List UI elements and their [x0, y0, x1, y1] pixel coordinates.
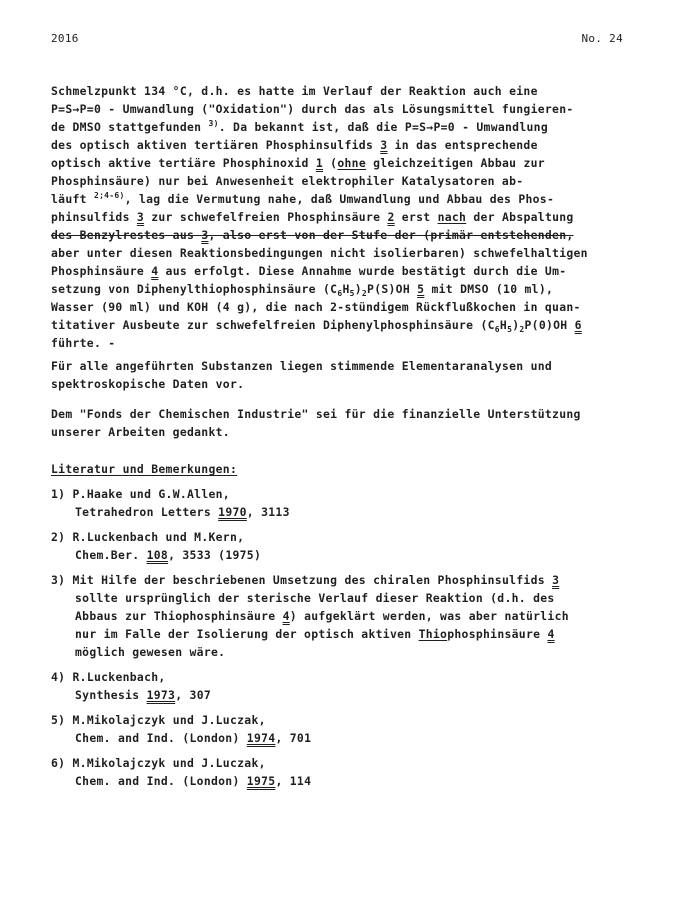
body-line: Schmelzpunkt 134 °C, d.h. es hatte im Verlauf der Reaktion auch eine	[51, 84, 538, 98]
year: 1975	[246, 774, 276, 788]
body-line: de DMSO stattgefunden $^{3)}$. Da bekannt ist, daß die P=S→P=0 - Umwandlung	[51, 119, 548, 134]
reference-item: möglich gewesen wäre.	[75, 645, 226, 659]
reference-item: 6) M.Mikolajczyk und J.Luczak,	[51, 756, 266, 770]
year: 1970	[218, 505, 247, 519]
body-line-struck: des Benzylrestes aus 3, also erst von der Stufe der (primär entstehenden,	[51, 228, 574, 242]
compound-number: 2	[387, 210, 395, 224]
body-line: des optisch aktiven tertiären Phosphinsulfids 3 in das entsprechende	[51, 138, 538, 152]
reference-marker: 2;4-6)	[93, 191, 125, 200]
body-line: phinsulfids 3 zur schwefelfreien Phosphinsäure 2 erst nach der Abspaltung	[51, 210, 574, 224]
reference-item: Abbaus zur Thiophosphinsäure 4) aufgeklärt werden, was aber natürlich	[75, 609, 569, 623]
body-line: aber unter diesen Reaktionsbedingungen nicht isolierbaren) schwefelhaltigen	[51, 246, 588, 260]
reference-item: 5) M.Mikolajczyk und J.Luczak,	[51, 713, 266, 727]
reference-item: sollte ursprünglich der sterische Verlauf dieser Reaktion (d.h. des	[75, 591, 555, 605]
reference-item: 1) P.Haake und G.W.Allen,	[51, 487, 230, 501]
emphasis: ohne	[337, 156, 366, 170]
year: 1973	[146, 688, 176, 702]
reference-item: Chem. and Ind. (London) 1975, 114	[75, 774, 312, 788]
body-line: setzung von Diphenylthiophosphinsäure $(C_6H_5)_2P(S)OH$ 5 mit DMSO (10 ml),	[51, 282, 554, 298]
body-line: P=S→P=0 - Umwandlung ("Oxidation") durch das als Lösungsmittel fungieren-	[51, 102, 574, 116]
body-line: spektroskopische Daten vor.	[51, 377, 245, 391]
body-line: führte. -	[51, 336, 116, 350]
journal-number: No. 24	[581, 32, 623, 45]
reference-item: Synthesis 1973, 307	[75, 688, 212, 702]
reference-item: 3) Mit Hilfe der beschriebenen Umsetzung des chiralen Phosphinsulfids 3	[51, 573, 560, 587]
compound-number: 1	[315, 156, 324, 170]
acknowledgement-line: unserer Arbeiten gedankt.	[51, 425, 230, 439]
references-heading: Literatur und Bemerkungen:	[51, 462, 238, 476]
compound-number: 4	[151, 264, 159, 278]
body-line: Phosphinsäure) nur bei Anwesenheit elektrophiler Katalysatoren ab-	[51, 174, 524, 188]
body-line: Wasser (90 ml) und KOH (4 g), die nach 2-stündigem Rückflußkochen in quan-	[51, 300, 581, 314]
body-line: optisch aktive tertiäre Phosphinoxid 1 (ohne gleichzeitigen Abbau zur	[51, 156, 545, 170]
compound-number: 3	[380, 138, 388, 152]
reference-item: 2) R.Luckenbach und M.Kern,	[51, 530, 245, 544]
compound-number: 3	[552, 573, 560, 587]
compound-number: 5	[417, 282, 425, 296]
reference-item: nur im Falle der Isolierung der optisch aktiven Thiophosphinsäure 4	[75, 627, 555, 641]
compound-number: 6	[574, 318, 582, 332]
reference-marker: 3)	[208, 119, 219, 128]
acknowledgement-line: Dem "Fonds der Chemischen Industrie" sei für die finanzielle Unterstützung	[51, 407, 581, 421]
body-line: läuft $^{2;4-6)}$, lag die Vermutung nahe, daß Umwandlung und Abbau des Phos-	[51, 191, 555, 206]
body-line: titativer Ausbeute zur schwefelfreien Diphenylphosphinsäure $(C_6H_5)_2P(0)OH$ 6	[51, 318, 582, 334]
reference-item: Chem. and Ind. (London) 1974, 701	[75, 731, 312, 745]
compound-number: 3	[201, 228, 209, 242]
emphasis: Thio	[418, 627, 448, 641]
body-line: Für alle angeführten Substanzen liegen stimmende Elementaranalysen und	[51, 359, 553, 373]
body-line: Phosphinsäure 4 aus erfolgt. Diese Annahme wurde bestätigt durch die Um-	[51, 264, 567, 278]
reference-item: Tetrahedron Letters 1970, 3113	[75, 505, 290, 519]
year: 1974	[246, 731, 276, 745]
compound-number: 4	[547, 627, 555, 641]
compound-number: 4	[282, 609, 290, 623]
emphasis: nach	[437, 210, 467, 224]
page-number: 2016	[51, 32, 79, 45]
compound-number: 3	[136, 210, 145, 224]
volume: 108	[146, 548, 169, 562]
reference-item: Chem.Ber. 108, 3533 (1975)	[75, 548, 262, 562]
reference-item: 4) R.Luckenbach,	[51, 670, 166, 684]
